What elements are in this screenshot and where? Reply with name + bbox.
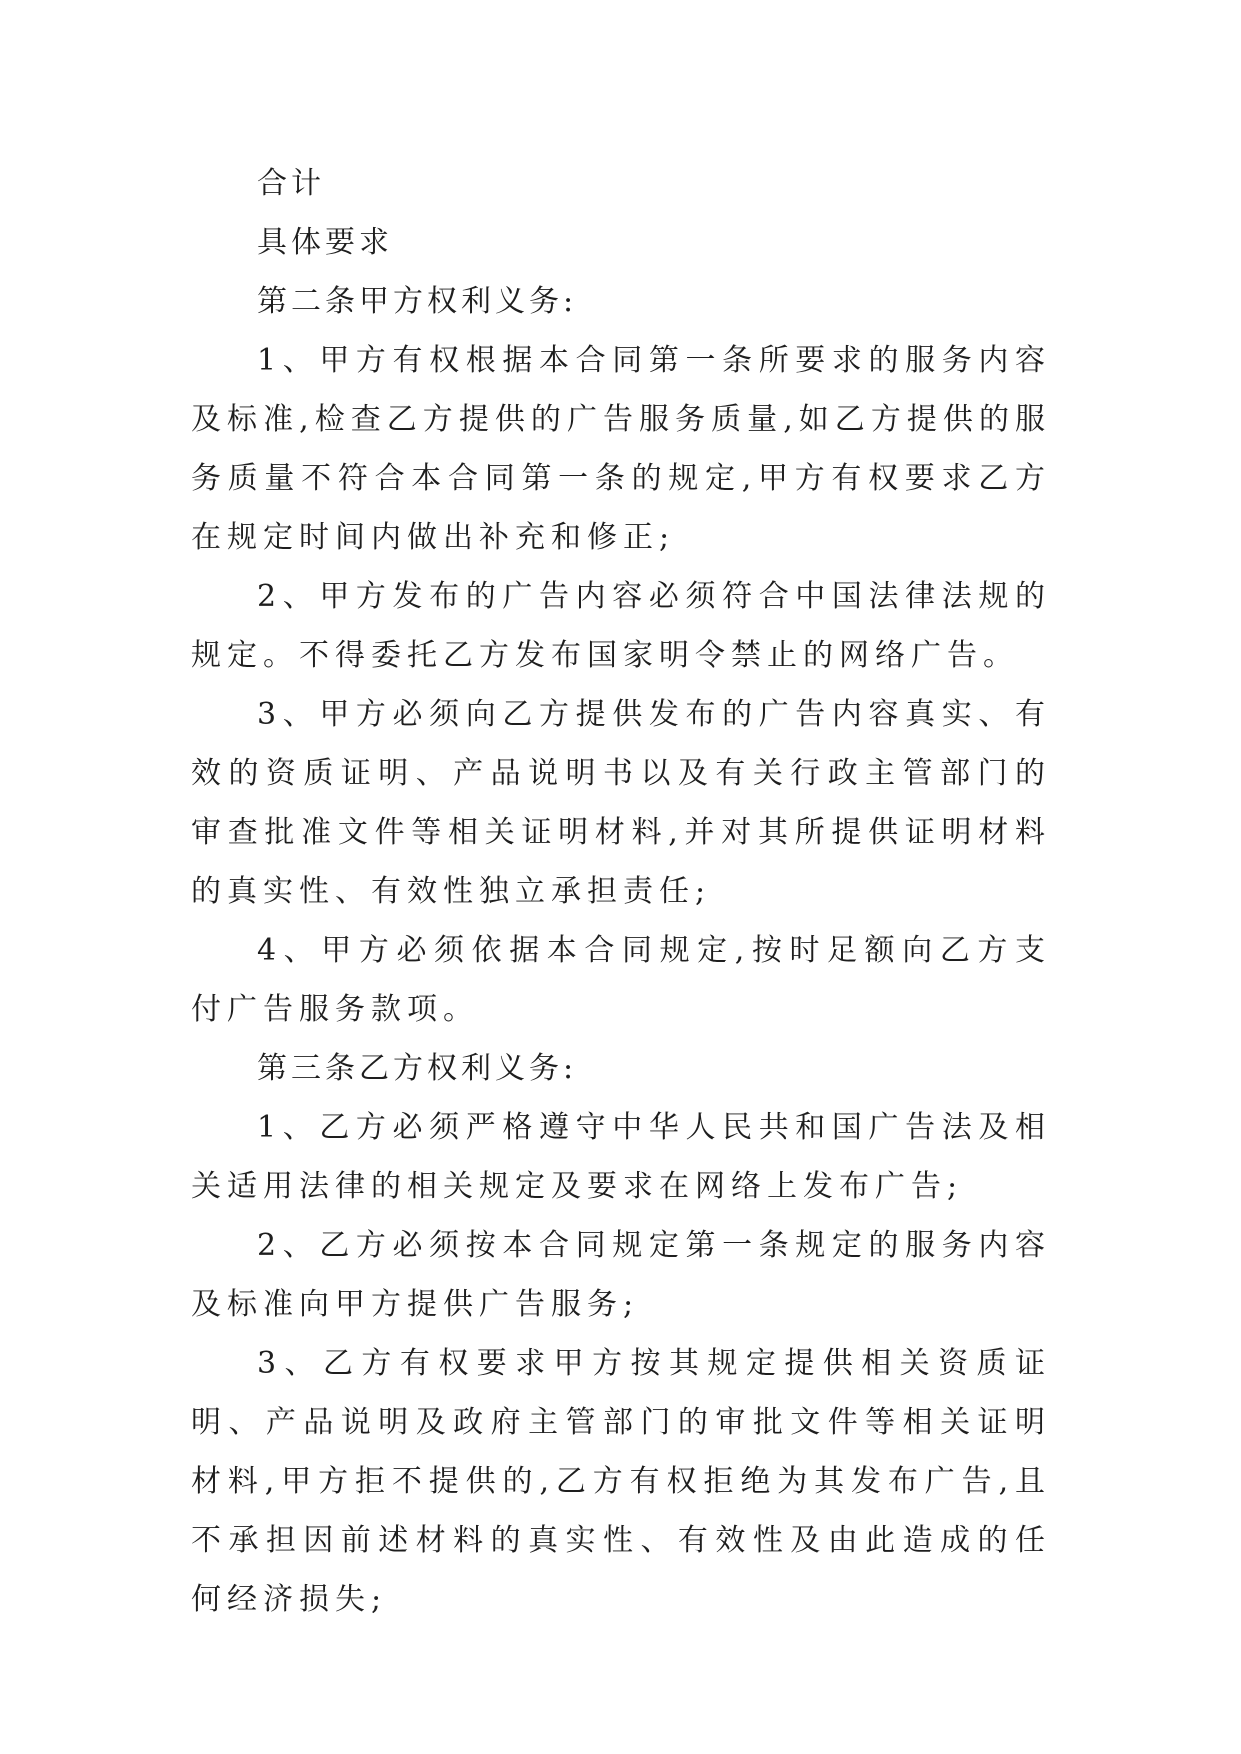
- paragraph-party-b-clause-1: 1、乙方必须严格遵守中华人民共和国广告法及相关适用法律的相关规定及要求在网络上发布广告;: [191, 1110, 1051, 1204]
- document-body: [191, 154, 1051, 1629]
- heading-article-three: 第三条乙方权利义务:: [257, 1051, 578, 1086]
- heading-article-two: 第二条甲方权利义务:: [257, 284, 578, 319]
- paragraph-specific-requirements: 具体要求: [257, 225, 393, 260]
- paragraph-total: 合计: [257, 166, 325, 201]
- paragraph-party-a-clause-2: 2、甲方发布的广告内容必须符合中国法律法规的规定。不得委托乙方发布国家明令禁止的网络广告。: [191, 579, 1051, 673]
- paragraph-party-b-clause-3: 3、乙方有权要求甲方按其规定提供相关资质证明、产品说明及政府主管部门的审批文件等相关证明材料,甲方拒不提供的,乙方有权拒绝为其发布广告,且不承担因前述材料的真实性、有效性及由此造成的任何经济损失;: [191, 1346, 1051, 1617]
- paragraph-party-a-clause-3: 3、甲方必须向乙方提供发布的广告内容真实、有效的资质证明、产品说明书以及有关行政主管部门的审查批准文件等相关证明材料,并对其所提供证明材料的真实性、有效性独立承担责任;: [191, 697, 1051, 909]
- paragraph-party-b-clause-2: 2、乙方必须按本合同规定第一条规定的服务内容及标准向甲方提供广告服务;: [191, 1228, 1051, 1322]
- paragraph-party-a-clause-1: 1、甲方有权根据本合同第一条所要求的服务内容及标准,检查乙方提供的广告服务质量,如乙方提供的服务质量不符合本合同第一条的规定,甲方有权要求乙方在规定时间内做出补充和修正;: [191, 343, 1051, 555]
- paragraph-party-a-clause-4: 4、甲方必须依据本合同规定,按时足额向乙方支付广告服务款项。: [191, 933, 1051, 1027]
